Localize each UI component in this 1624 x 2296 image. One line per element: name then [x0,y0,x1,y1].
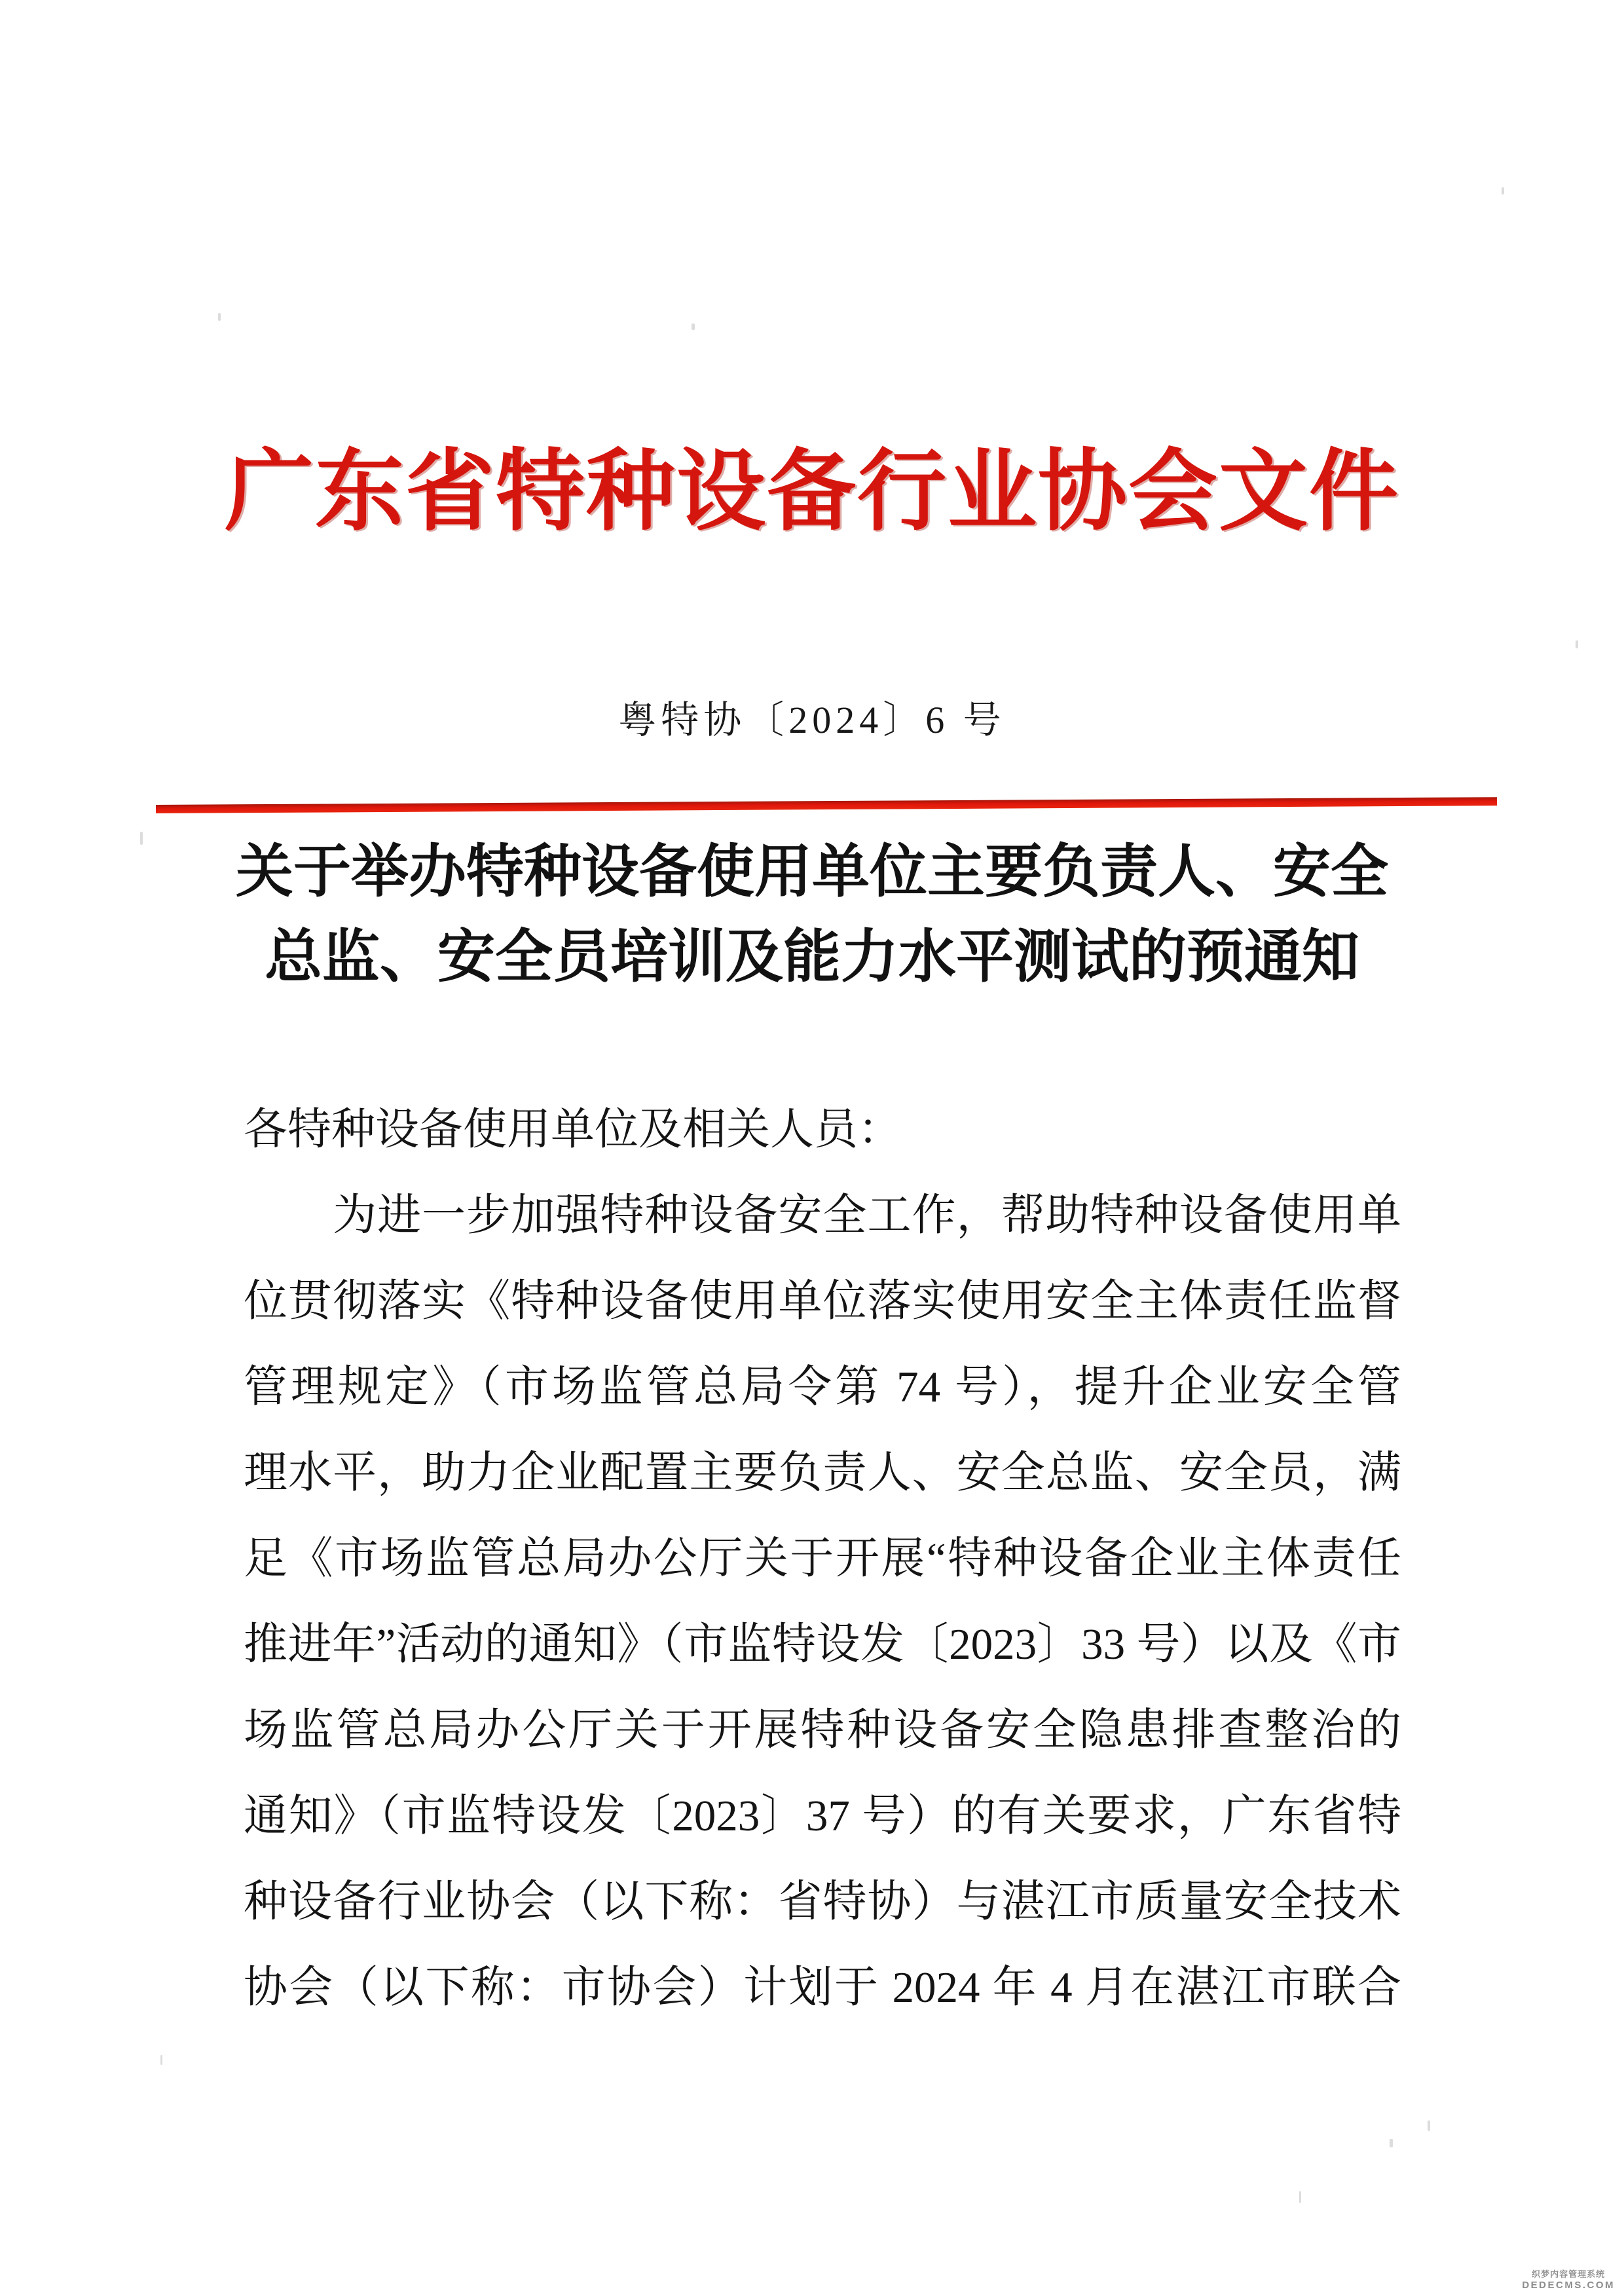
scan-speck [218,313,221,321]
salutation: 各特种设备使用单位及相关人员： [244,1105,902,1154]
body-line: 场监管总局办公厅关于开展特种设备安全隐患排查整治的 [244,1706,1401,1754]
doc-title [0,830,1624,1001]
scan-speck [1576,640,1578,648]
red-divider-rule [156,797,1497,813]
watermark-en: DEDECMS.COM [1522,2279,1615,2291]
body-line: 推进年”活动的通知》（市监特设发〔2023〕33 号）以及《市 [244,1620,1401,1669]
body-line: 为进一步加强特种设备安全工作，帮助特种设备使用单 [244,1191,1401,1240]
body-line: 通知》（市监特设发〔2023〕37 号）的有关要求，广东省特 [244,1792,1401,1840]
body-line: 协会（以下称：市协会）计划于 2024 年 4 月在湛江市联合 [244,1963,1401,2012]
scan-speck [1502,187,1504,194]
scan-speck [140,832,143,845]
body-line: 理水平，助力企业配置主要负责人、安全总监、安全员，满 [244,1449,1401,1497]
watermark-cn: 织梦内容管理系统 [1532,2268,1606,2279]
scan-speck [160,2055,162,2065]
org-header-title: 广东省特种设备行业协会文件 [225,443,1399,542]
scan-speck [1390,2139,1393,2147]
watermark [1522,2270,1615,2291]
body-line: 足《市场监管总局办公厅关于开展“特种设备企业主体责任 [244,1534,1401,1583]
body-line: 位贯彻落实《特种设备使用单位落实使用安全主体责任监督 [244,1277,1401,1325]
scan-speck [1299,2191,1301,2203]
doc-number: 粤特协〔2024〕6 号 [618,699,1006,741]
body-line: 管理规定》（市场监管总局令第 74 号），提升企业安全管 [244,1363,1401,1411]
doc-title-line2: 总监、安全员培训及能力水平测试的预通知 [264,926,1359,990]
scan-speck [1428,2120,1430,2131]
scan-speck [692,324,695,330]
doc-title-line1: 关于举办特种设备使用单位主要负责人、安全 [235,841,1388,904]
body-line: 种设备行业协会（以下称：省特协）与湛江市质量安全技术 [244,1878,1401,1926]
doc-body [244,1087,1401,2031]
